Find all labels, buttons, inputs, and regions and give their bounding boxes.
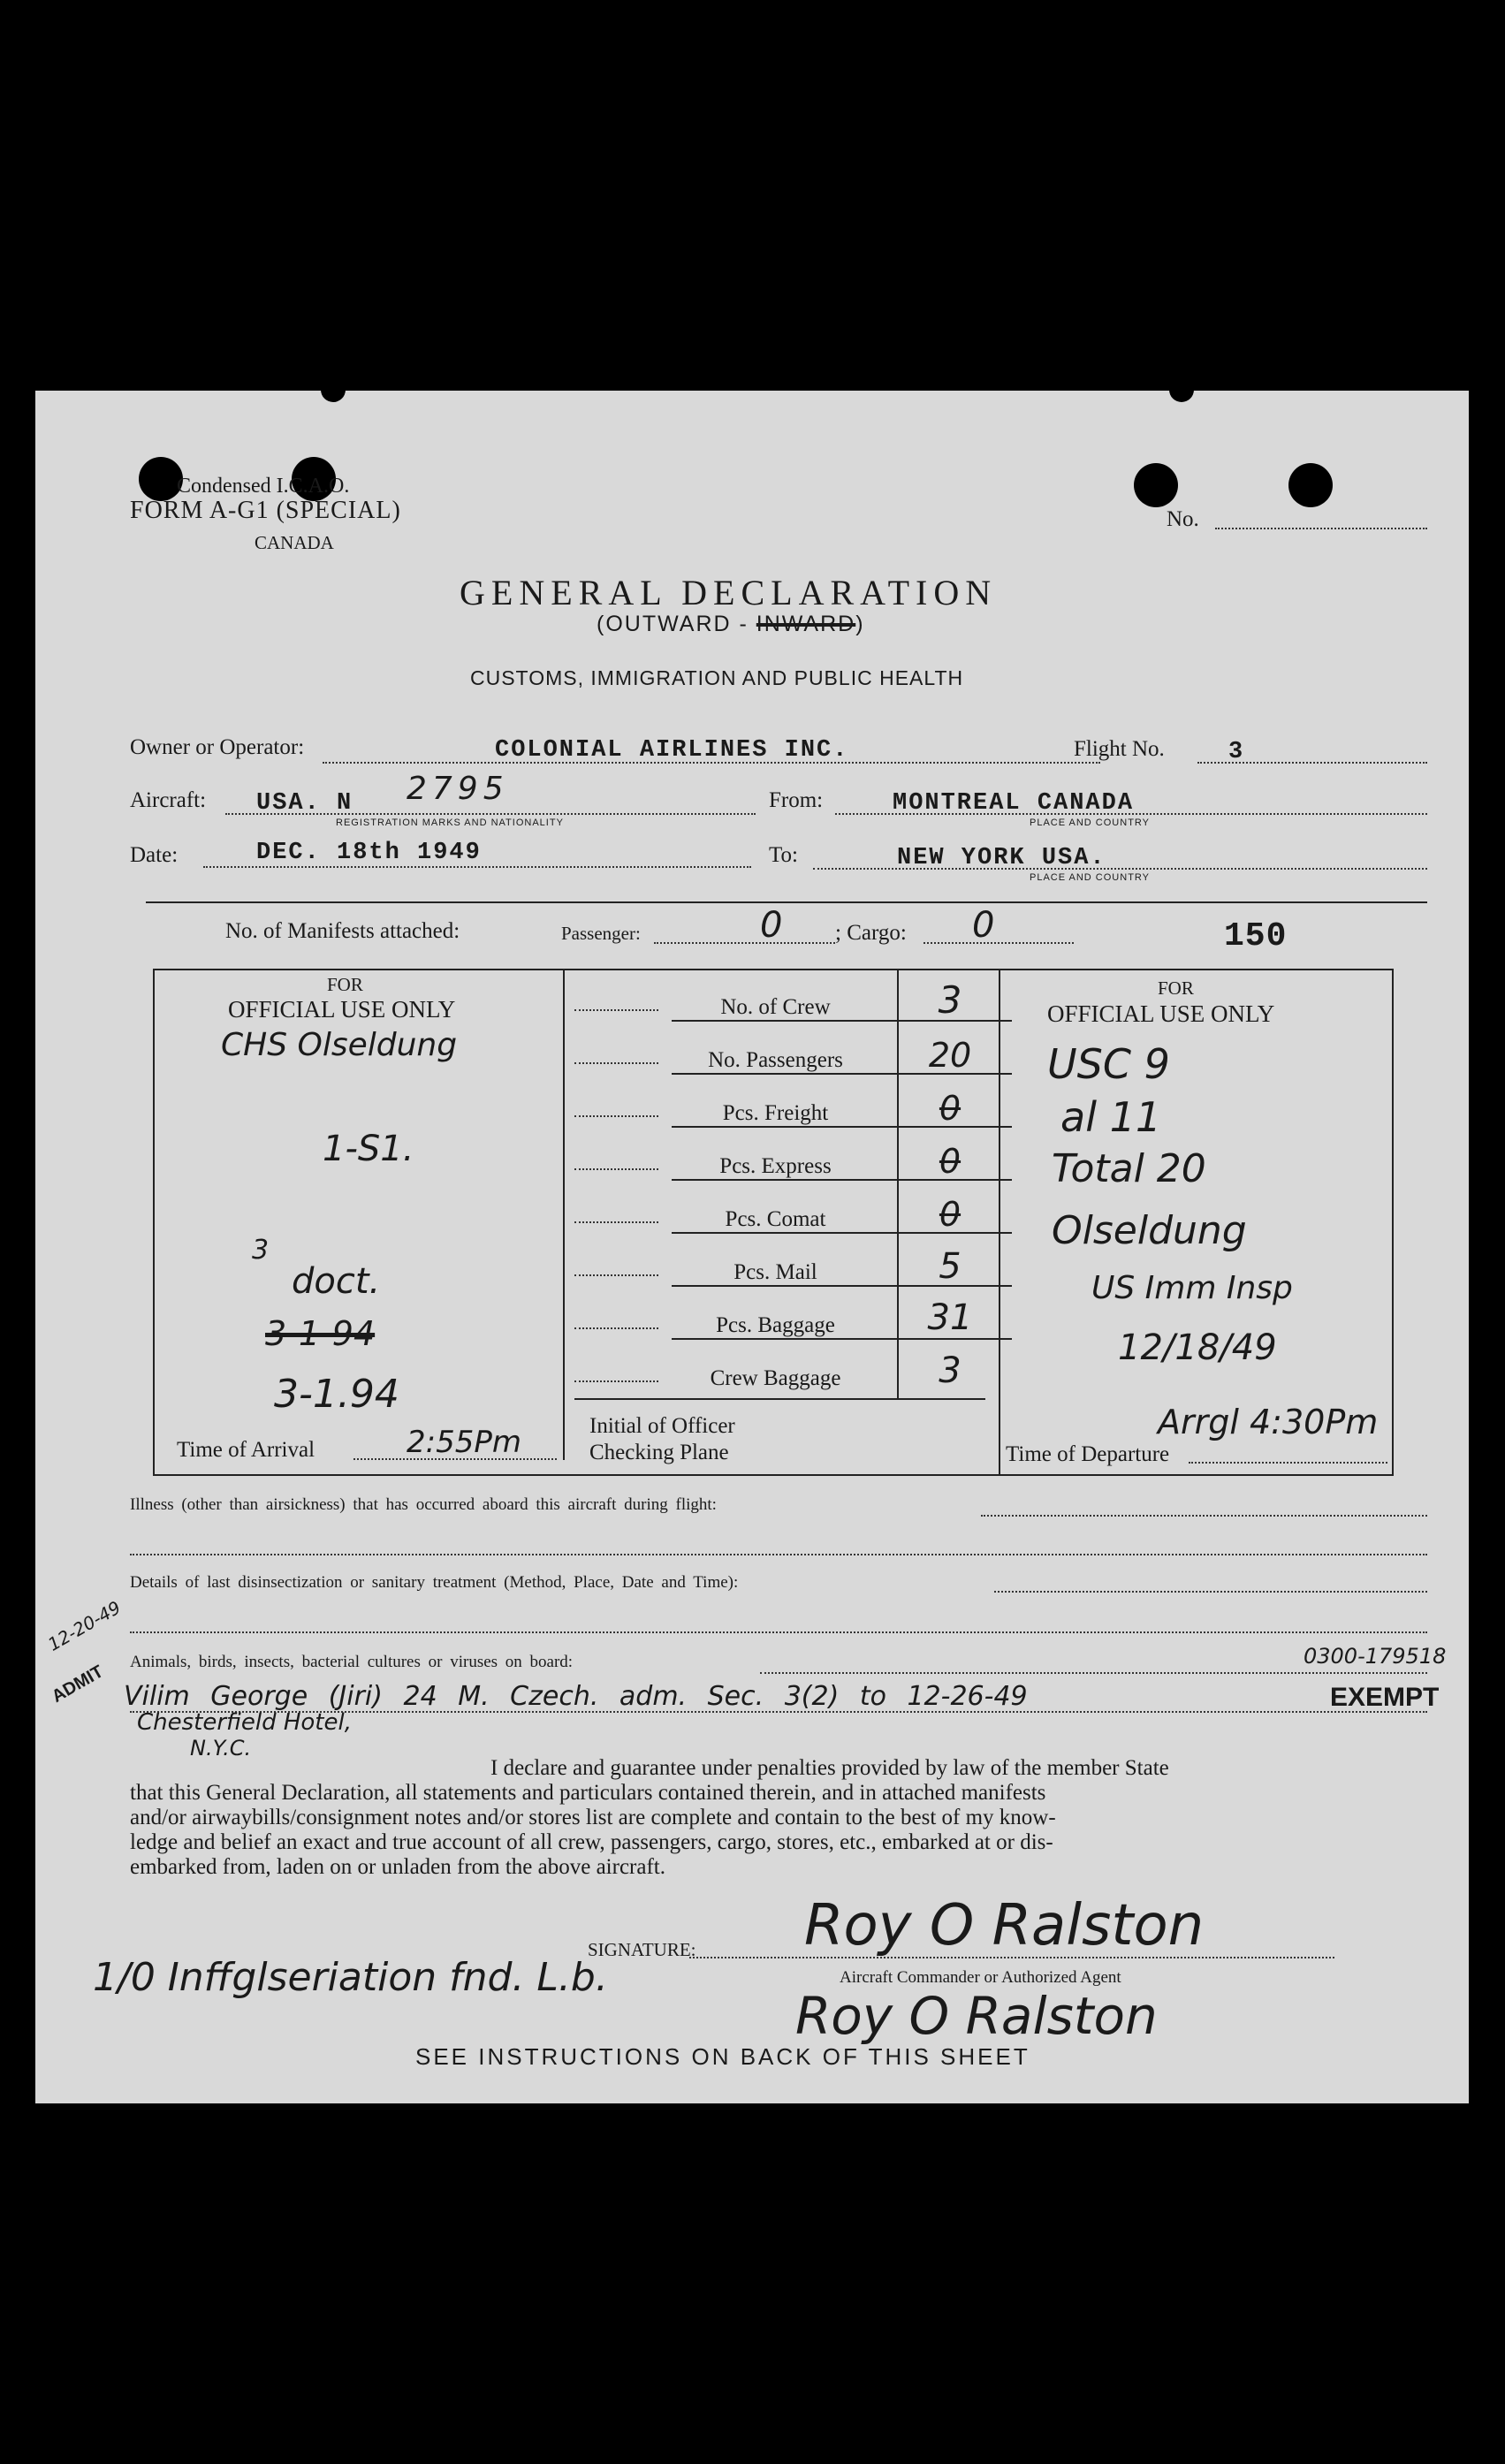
margin-date: 12-20-49 (44, 1596, 125, 1655)
count-value: 0 (939, 1195, 962, 1234)
table-divider-right (999, 969, 1000, 1474)
animals-label: Animals, birds, insects, bacterial cultures or viruses on board: (130, 1653, 574, 1671)
count-underline (672, 1338, 1012, 1340)
passenger-manifest-value: 0 (760, 905, 783, 946)
left-note-count: 3 (252, 1235, 270, 1266)
flight-no-field (1197, 762, 1427, 764)
time-departure-field (1189, 1462, 1387, 1464)
date-value: DEC. 18th 1949 (256, 840, 482, 866)
punch-hole (1288, 463, 1333, 507)
officer-label-2: Checking Plane (589, 1441, 729, 1464)
page-title: GENERAL DECLARATION (460, 573, 998, 612)
subtitle-inward-struck: INWARD (756, 612, 856, 636)
table-bottom-line (574, 1398, 985, 1400)
count-value: 0 (939, 1089, 962, 1128)
count-value: 0 (939, 1142, 962, 1181)
hotel-line-2: N.Y.C. (190, 1736, 252, 1761)
declaration-line: ledge and belief an exact and true account of all crew, passengers, cargo, stores, etc., embarked at or dis- (130, 1830, 1053, 1854)
officer-label-1: Initial of Officer (589, 1414, 735, 1438)
time-arrival-value: 2:55Pm (407, 1425, 521, 1460)
subtitle-close: ) (855, 612, 865, 636)
cargo-manifest-label: ; Cargo: (835, 921, 907, 945)
form-number: FORM A-G1 (SPECIAL) (130, 497, 401, 524)
initial-field (574, 1062, 658, 1064)
count-value: 3 (938, 978, 962, 1022)
signature-2: Roy O Ralston (795, 1986, 1158, 2046)
declaration-line: that this General Declaration, all statements and particulars contained therein, and in attached manifests (130, 1781, 1046, 1805)
owner-label: Owner or Operator: (130, 735, 305, 759)
no-label: No. (1167, 507, 1199, 531)
count-label: Pcs. Express (719, 1154, 832, 1178)
punch-hole (1169, 377, 1194, 402)
count-value: 20 (928, 1036, 972, 1075)
registration-caption: REGISTRATION MARKS AND NATIONALITY (336, 818, 564, 828)
left-note-doct: doct. (292, 1261, 381, 1302)
aircraft-label: Aircraft: (130, 788, 207, 812)
signature-1: Roy O Ralston (804, 1893, 1205, 1958)
illness-label: Illness (other than airsickness) that has occurred aboard this aircraft during flight: (130, 1495, 717, 1514)
form-subtitle (597, 612, 865, 637)
manifests-label: No. of Manifests attached: (225, 919, 460, 943)
passenger-manifest-field (654, 942, 835, 944)
count-label: Pcs. Freight (722, 1101, 829, 1125)
flight-no-value: 3 (1228, 739, 1245, 765)
initial-field (574, 1115, 658, 1117)
illness-field-2 (130, 1554, 1427, 1555)
to-field (813, 868, 1427, 870)
table-divider-left (563, 969, 565, 1460)
declaration-line: I declare and guarantee under penalties provided by law of the member State (490, 1756, 1169, 1780)
animals-field (760, 1672, 1427, 1674)
from-field (835, 813, 1427, 815)
hotel-line-1: Chesterfield Hotel, (137, 1709, 352, 1736)
initial-field (574, 1009, 658, 1011)
flight-no-label: Flight No. (1074, 737, 1165, 761)
subtitle-outward: (OUTWARD - (597, 612, 756, 636)
left-note-inspector: CHS Olseldung (221, 1027, 458, 1063)
count-label: Crew Baggage (710, 1366, 841, 1390)
count-value: 5 (939, 1246, 962, 1287)
to-label: To: (769, 843, 798, 867)
date-field (203, 866, 751, 868)
right-note-total: Total 20 (1052, 1146, 1206, 1191)
cargo-manifest-field (924, 942, 1074, 944)
agencies-line: CUSTOMS, IMMIGRATION AND PUBLIC HEALTH (470, 666, 964, 689)
disinsect-field-2 (130, 1631, 1427, 1633)
count-label: No. of Crew (720, 995, 831, 1019)
from-caption: PLACE AND COUNTRY (1030, 818, 1150, 828)
aircraft-value: USA. N (256, 790, 353, 817)
passenger-manifest-label: Passenger: (561, 923, 641, 944)
to-caption: PLACE AND COUNTRY (1030, 872, 1150, 883)
from-label: From: (769, 788, 824, 812)
exempt-stamp: EXEMPT (1330, 1683, 1440, 1712)
time-arrival-field (353, 1458, 557, 1460)
aircraft-field (225, 813, 756, 815)
time-arrival-label: Time of Arrival (177, 1438, 315, 1462)
number-stamp: 150 (1224, 917, 1288, 955)
left-official-heading-1: FOR (327, 974, 363, 995)
declaration-line: and/or airwaybills/consignment notes and/or stores list are complete and contain to the best of my know- (130, 1806, 1056, 1829)
left-note-code: 1-S1. (323, 1129, 414, 1169)
declaration-form (35, 391, 1469, 2103)
count-value: 3 (939, 1350, 962, 1391)
illness-field (981, 1515, 1427, 1517)
date-label: Date: (130, 843, 179, 867)
left-note-struck: 3-1-94 (265, 1314, 376, 1353)
signature-label: SIGNATURE: (588, 1939, 696, 1960)
right-note-inspector: Olseldung (1052, 1208, 1247, 1253)
left-note-date: 3-1.94 (274, 1372, 399, 1417)
left-official-heading-2: OFFICIAL USE ONLY (228, 996, 456, 1023)
from-value: MONTREAL CANADA (893, 790, 1135, 817)
passenger-entry: Vilim George (Jiri) 24 M. Czech. adm. Sec. 3(2) to 12-26-49 (124, 1681, 1028, 1712)
instructions-footer: SEE INSTRUCTIONS ON BACK OF THIS SHEET (415, 2043, 1030, 2070)
initial-field (574, 1221, 658, 1223)
count-value: 31 (927, 1297, 973, 1338)
disinsect-label: Details of last disinsectization or sanitary treatment (Method, Place, Date and Time): (130, 1573, 739, 1592)
count-label: Pcs. Comat (725, 1207, 826, 1231)
declaration-line: embarked from, laden on or unladen from the above aircraft. (130, 1855, 665, 1879)
right-note-usc: USC 9 (1047, 1040, 1170, 1088)
right-note-al: al 11 (1060, 1093, 1162, 1141)
right-official-heading-2: OFFICIAL USE ONLY (1047, 1000, 1275, 1027)
to-value: NEW YORK USA. (897, 845, 1106, 871)
right-official-heading-1: FOR (1158, 977, 1194, 999)
file-number: 0300-179518 (1304, 1644, 1447, 1669)
disinsect-field (994, 1591, 1427, 1593)
aircraft-number: 2795 (407, 771, 509, 807)
count-label: No. Passengers (708, 1048, 843, 1072)
time-departure-value: Arrgl 4:30Pm (1158, 1403, 1379, 1441)
initial-field (574, 1168, 658, 1170)
signature-caption: Aircraft Commander or Authorized Agent (840, 1968, 1121, 1987)
initial-field (574, 1380, 658, 1382)
no-field (1215, 528, 1427, 529)
divider (146, 901, 1427, 903)
punch-hole (321, 377, 346, 402)
punch-hole (1134, 463, 1178, 507)
condensed-label: Condensed I.C.A.O. (177, 475, 350, 498)
right-note-date: 12/18/49 (1118, 1327, 1277, 1368)
count-col-line (897, 969, 899, 1400)
owner-value: COLONIAL AIRLINES INC. (495, 737, 849, 764)
country-label: CANADA (255, 532, 334, 553)
initial-field (574, 1327, 658, 1329)
cargo-manifest-value: 0 (972, 905, 995, 946)
count-label: Pcs. Baggage (716, 1313, 835, 1337)
count-label: Pcs. Mail (733, 1260, 817, 1284)
margin-note: 1/0 Inffglseriation fnd. L.b. (93, 1955, 608, 2000)
right-note-title: US Imm Insp (1091, 1270, 1293, 1306)
time-departure-label: Time of Departure (1006, 1442, 1170, 1466)
margin-stamp: ADMIT (49, 1662, 107, 1707)
owner-field (323, 762, 1100, 764)
initial-field (574, 1274, 658, 1276)
